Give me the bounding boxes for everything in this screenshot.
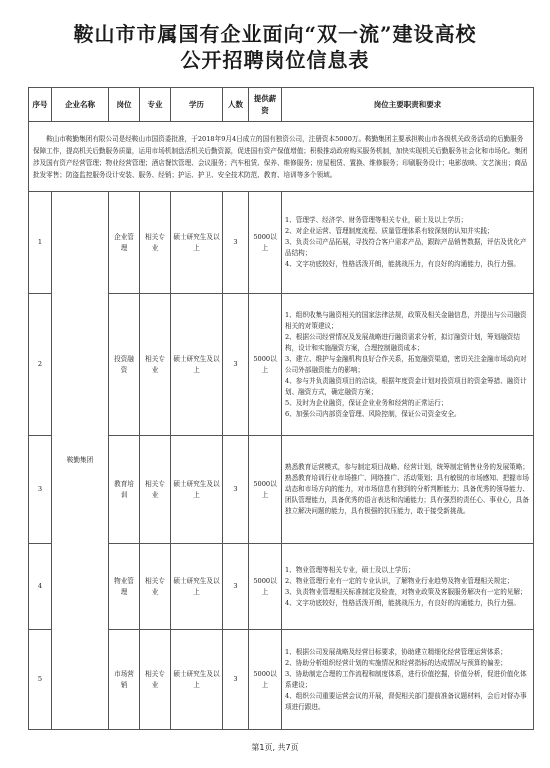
row-salary: 5000以上: [249, 294, 282, 436]
duty-line: 4、文字功底较好，性格活泼开朗，能挑战压力，有良好的沟通能力，执行力强。: [285, 598, 520, 607]
row-duties: [282, 294, 534, 436]
row-no: 4: [29, 544, 52, 630]
row-no: 3: [29, 436, 52, 544]
row-salary: 5000以上: [249, 630, 282, 730]
header-major: 专业: [140, 88, 171, 122]
row-salary: 5000以上: [249, 436, 282, 544]
row-education: 硕士研究生及以上: [171, 192, 223, 294]
header-post: 岗位: [109, 88, 140, 122]
row-duties: [282, 630, 534, 730]
row-salary: 5000以上: [249, 544, 282, 630]
row-post: 教育培训: [109, 436, 140, 544]
row-education: 硕士研究生及以上: [171, 294, 223, 436]
company-name-cell: 鞍勤集团: [52, 192, 109, 730]
row-major: 相关专业: [140, 630, 171, 730]
table-header-row: [29, 88, 534, 122]
header-company: 企业名称: [52, 88, 109, 122]
duty-line: 1、管理学、经济学、财务管理等相关专业，硕士及以上学历；: [285, 216, 468, 224]
row-count: 3: [223, 294, 249, 436]
header-count: 人数: [223, 88, 249, 122]
duty-line: 2、对企业运营、管理制度流程、质量管理体系有较深刻的认知并实践；: [285, 227, 494, 235]
positions-table: [28, 87, 534, 730]
row-education: 硕士研究生及以上: [171, 630, 223, 730]
duty-line: 1、组织收集与融资相关的国家法律法规，政策及相关金融信息，并提出与公司融资相关的对策建议；: [285, 310, 527, 330]
header-education: 学历: [171, 88, 223, 122]
duty-line: 2、根据公司经营情况及发展战略进行融资需求分析，拟订融资计划，筹划融资结构，设计和实施融资方案，合理控制融资成本；: [285, 332, 520, 352]
duty-line: 5、及时为企业融资，保证企业业务和经营的正常运行；: [285, 398, 448, 407]
duty-line: 4、文字功底较好，性格活泼开朗，能挑战压力，有良好的沟通能力，执行力强。: [285, 260, 520, 268]
duty-line: 3、负责公司产品拓展，寻找符合客户需求产品，跟踪产品销售数据，评估及优化产品结构；: [285, 238, 527, 257]
row-major: 相关专业: [140, 192, 171, 294]
duty-line: 4、组织公司重要运营会议的开展，督促相关部门提前准备议题材料，会后对督办事项进行跟进。: [285, 691, 527, 711]
page-title-line-2: 公开招聘岗位信息表: [180, 48, 370, 72]
row-salary: 5000以上: [249, 192, 282, 294]
company-intro: 鞍山市鞍勤集团有限公司是经鞍山市国资委批准，于2018年9月4日成立的国有独资公司，注册资本5000万。鞍勤集团主要承担鞍山市各级机关政务活动的后勤服务保障工作，提高机关后勤服务质量，运用市场机制盘活机关后勤资源，促进国有资产保值增值；积极推动政府购买服务机制，加快实现机关后勤服务社会化和市场化。集团涉及国有资产经营管理；物业经营管理；酒店餐饮管理、会议服务；汽车租赁、保养、维修服务；房屋租赁、置换、维修服务；印刷服务设计；电影放映、文艺演出；商品批发零售；防盗监控服务设计安装、服务、经销；护运、护卫、安全技术防范、教育、培训等多个领域。: [29, 122, 534, 192]
row-no: 5: [29, 630, 52, 730]
row-count: 3: [223, 544, 249, 630]
row-major: 相关专业: [140, 436, 171, 544]
row-post: 市场营销: [109, 630, 140, 730]
row-no: 2: [29, 294, 52, 436]
row-major: 相关专业: [140, 294, 171, 436]
duty-line: 3、建立、维护与金融机构良好合作关系，拓宽融资渠道，密切关注金融市场动向对公司外部融资能力的影响；: [285, 354, 527, 374]
row-duties: [282, 192, 534, 294]
duty-line: 2、协助分析组织经营计划的实施情况和经营指标的达成情况与预算的偏差；: [285, 658, 507, 667]
row-duties: [282, 436, 534, 544]
duty-line: 熟悉教育运营模式，参与制定项目战略、经营计划，统筹制定销售业务的发展策略；熟悉教育培训行业市场推广、网络推广、活动策划；具有敏锐的市场感知、把握市场动态和市场方向的能力，对市场信息有独到的分析判断能力；具备优秀的领导能力、团队管理能力，具备优秀的语言表达和沟通能力；具有强烈的责任心、事业心，具备独立解决问题的能力，具有极强的抗压能力，敢于接受新挑战。: [285, 463, 529, 515]
row-education: 硕士研究生及以上: [171, 436, 223, 544]
duty-line: 6、加强公司内部资金管理、风险控制，保证公司资金安全。: [285, 409, 461, 418]
row-duties: [282, 544, 534, 630]
row-count: 3: [223, 192, 249, 294]
header-salary: 提供薪资: [249, 88, 282, 122]
row-major: 相关专业: [140, 544, 171, 630]
duty-line: 1、物业管理等相关专业，硕士及以上学历；: [285, 565, 415, 574]
duty-line: 2、物业管理行业有一定的专业认识，了解物业行业趋势及物业管理相关规定；: [285, 576, 514, 585]
duty-line: 3、负责物业管理相关标准制定及检查，对物业政策及客服服务解决有一定的见解；: [285, 587, 527, 596]
table-row: [29, 192, 534, 294]
row-post: 企业管理: [109, 192, 140, 294]
row-post: 投资融资: [109, 294, 140, 436]
row-count: 3: [223, 436, 249, 544]
page-footer: 第1页, 共7页: [251, 743, 299, 752]
row-count: 3: [223, 630, 249, 730]
row-post: 物业管理: [109, 544, 140, 630]
row-no: 1: [29, 192, 52, 294]
page-title-line-1: 鞍山市市属国有企业面向“双一流”建设高校: [73, 22, 477, 46]
duty-line: 3、协助制定合理的工作流程和制度体系，进行价值挖掘，价值分析，促进价值化体系建设；: [285, 669, 527, 689]
header-no: 序号: [29, 88, 52, 122]
duty-line: 4、参与并负责融资项目的洽谈，根据年度资金计划对投资项目的资金筹措、融资计划、融资方式，确定融资方案；: [285, 376, 527, 396]
header-duties: 岗位主要职责和要求: [282, 88, 534, 122]
intro-row: [29, 122, 534, 192]
row-education: 硕士研究生及以上: [171, 544, 223, 630]
duty-line: 1、根据公司发展战略及经营目标要求，协助建立精细化经营管理运营体系；: [285, 647, 507, 656]
